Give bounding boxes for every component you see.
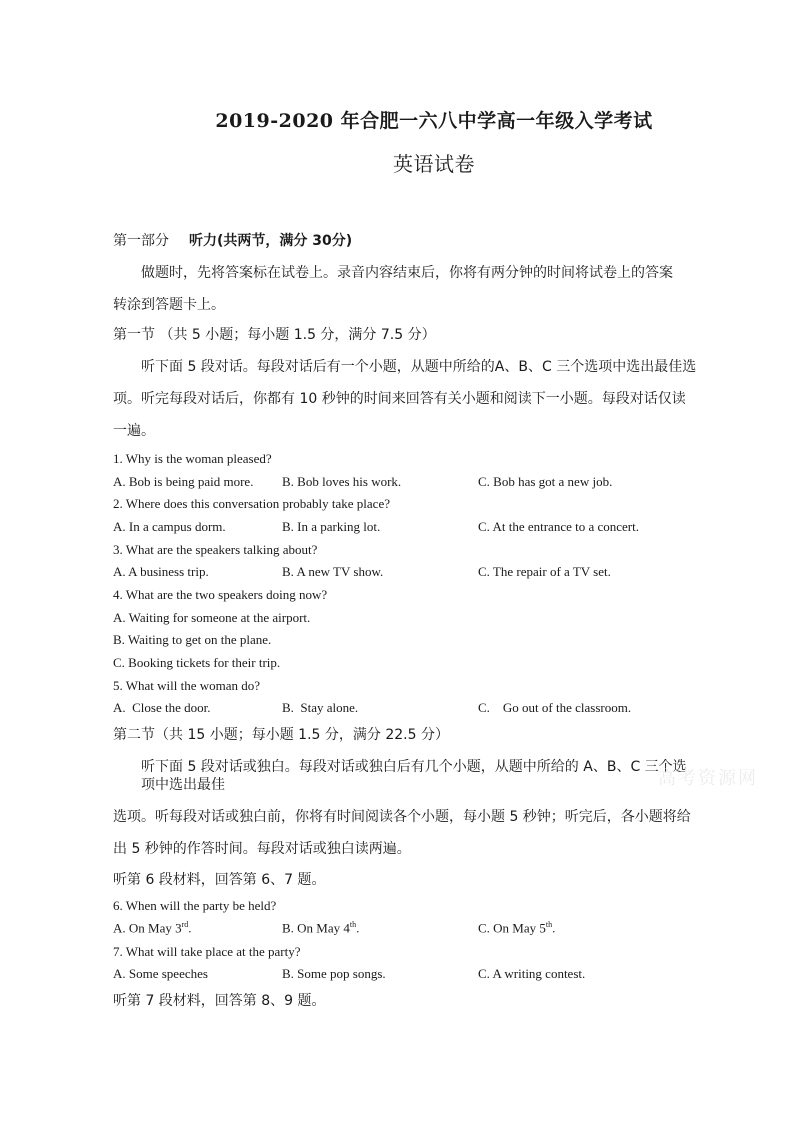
section1-intro-3: 一遍。 xyxy=(113,423,155,439)
question-4-option-c: C. Booking tickets for their trip. xyxy=(113,655,281,670)
question-6-stem: 6. When will the party be held? xyxy=(113,898,277,913)
question-7-option-a: A. Some speeches xyxy=(113,966,208,981)
ordinal-suffix: th xyxy=(545,920,553,929)
ordinal-suffix: rd xyxy=(181,920,189,929)
part1-intro-2: 转涂到答题卡上。 xyxy=(113,297,225,313)
part1-heading-detail: 听力(共两节，满分 30分) xyxy=(189,233,353,249)
question-4-option-a: A. Waiting for someone at the airport. xyxy=(113,610,311,625)
section2-heading: 第二节（共 15 小题；每小题 1.5 分，满分 22.5 分） xyxy=(113,727,449,743)
question-1-stem: 1. Why is the woman pleased? xyxy=(113,451,272,466)
question-5-option-a: A. Close the door. xyxy=(113,700,211,715)
watermark: 高考资源网 xyxy=(658,768,758,789)
question-7-option-b: B. Some pop songs. xyxy=(282,966,386,981)
part1-heading xyxy=(113,230,352,250)
question-1-option-c: C. Bob has got a new job. xyxy=(478,474,613,489)
question-1-option-a: A. Bob is being paid more. xyxy=(113,474,254,489)
question-4-option-b: B. Waiting to get on the plane. xyxy=(113,632,272,647)
ordinal-suffix: th xyxy=(349,920,357,929)
question-4-stem: 4. What are the two speakers doing now? xyxy=(113,587,328,602)
section1-heading: 第一节 （共 5 小题；每小题 1.5 分，满分 7.5 分） xyxy=(113,327,436,343)
question-5-option-b: B. Stay alone. xyxy=(282,700,359,715)
question-5-stem: 5. What will the woman do? xyxy=(113,678,261,693)
question-5-option-c: C. Go out of the classroom. xyxy=(478,700,632,715)
section2-intro-3: 选项。听每段对话或独白前，你将有时间阅读各个小题，每小题 5 秒钟；听完后，各小题将给 xyxy=(113,809,691,825)
question-3-option-c: C. The repair of a TV set. xyxy=(478,564,611,579)
part1-intro-1: 做题时，先将答案标在试卷上。录音内容结束后，你将有两分钟的时间将试卷上的答案 xyxy=(141,265,673,281)
material-7-instruction: 听第 7 段材料，回答第 8、9 题。 xyxy=(113,993,326,1009)
question-7-stem: 7. What will take place at the party? xyxy=(113,944,301,959)
question-6-option-a: A. On May 3rd. xyxy=(113,920,192,936)
exam-title: 2019-2020 年合肥一六八中学高一年级入学考试 xyxy=(215,110,653,132)
question-1-option-b: B. Bob loves his work. xyxy=(282,474,402,489)
question-3-stem: 3. What are the speakers talking about? xyxy=(113,542,318,557)
question-2-option-a: A. In a campus dorm. xyxy=(113,519,226,534)
material-6-instruction: 听第 6 段材料，回答第 6、7 题。 xyxy=(113,872,326,888)
question-3-option-a: A. A business trip. xyxy=(113,564,209,579)
question-7-option-c: C. A writing contest. xyxy=(478,966,586,981)
question-2-option-c: C. At the entrance to a concert. xyxy=(478,519,639,534)
section2-intro-4: 出 5 秒钟的作答时间。每段对话或独白读两遍。 xyxy=(113,841,411,857)
question-2-stem: 2. Where does this conversation probably take place? xyxy=(113,496,390,511)
part1-heading-label: 第一部分 xyxy=(113,233,169,249)
question-6-option-b: B. On May 4th. xyxy=(282,920,360,936)
question-6-option-c: C. On May 5th. xyxy=(478,920,556,936)
section1-intro-1: 听下面 5 段对话。每段对话后有一个小题，从题中所给的A、B、C 三个选项中选出最佳选 xyxy=(141,359,697,375)
exam-subtitle: 英语试卷 xyxy=(393,152,475,176)
section2-intro-2: 项中选出最佳 xyxy=(141,777,225,793)
section1-intro-2: 项。听完每段对话后，你都有 10 秒钟的时间来回答有关小题和阅读下一小题。每段对话仅读 xyxy=(113,391,686,407)
section2-intro-1: 听下面 5 段对话或独白。每段对话或独白后有几个小题，从题中所给的 A、B、C 三个选 xyxy=(141,759,687,775)
question-3-option-b: B. A new TV show. xyxy=(282,564,384,579)
question-2-option-b: B. In a parking lot. xyxy=(282,519,381,534)
